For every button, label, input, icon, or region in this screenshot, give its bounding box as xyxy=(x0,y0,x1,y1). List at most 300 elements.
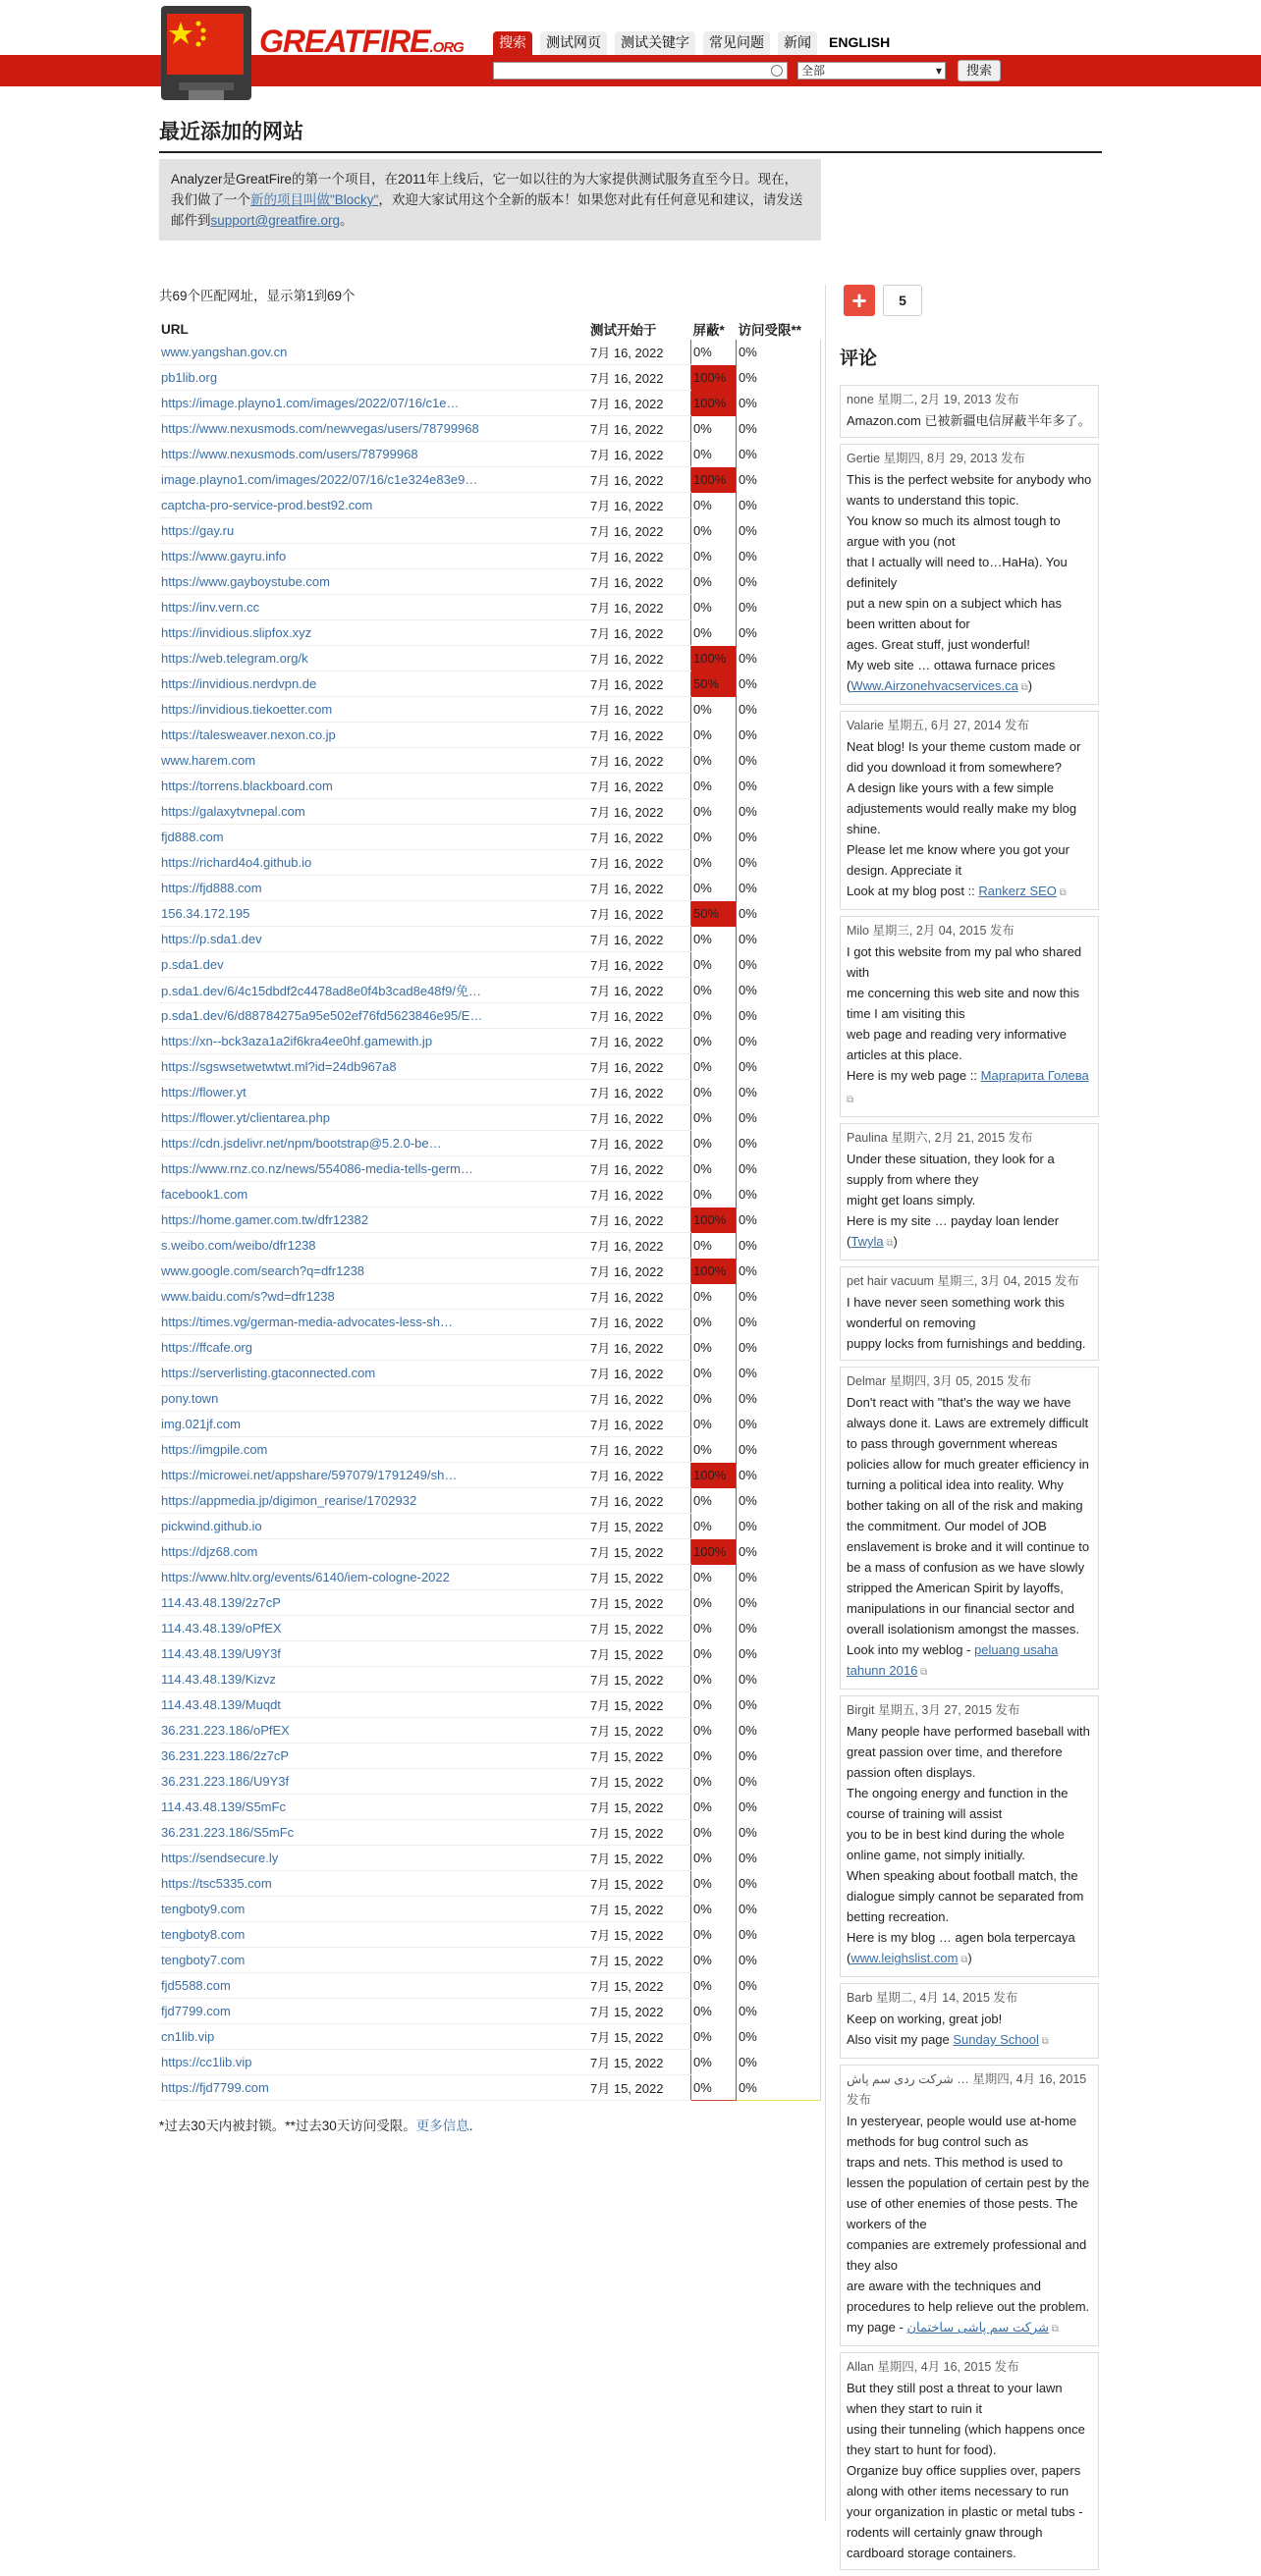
table-row xyxy=(159,1105,821,1131)
table-row xyxy=(159,391,821,416)
comment-line: I got this website from my pal who shared with xyxy=(847,944,1082,980)
date-cell: 7月 16, 2022 xyxy=(588,774,691,799)
footnote xyxy=(159,2115,473,2134)
site-link[interactable]: p.sda1.dev/6/4c15dbdf2c4478ad8e0f4b3cad8e48f9/免… xyxy=(161,984,481,998)
site-link[interactable]: captcha-pro-service-prod.best92.com xyxy=(161,498,373,512)
site-link[interactable]: https://ffcafe.org xyxy=(161,1340,252,1355)
restricted-cell: 0% xyxy=(737,1437,821,1463)
table-row xyxy=(159,1820,821,1846)
external-link-icon: ⧉ xyxy=(1048,2324,1059,2334)
site-link[interactable]: https://djz68.com xyxy=(161,1544,258,1559)
url-cell xyxy=(159,748,588,774)
table-row xyxy=(159,978,821,1003)
comment-link[interactable]: Маргарита Голева xyxy=(980,1068,1089,1083)
url-cell xyxy=(159,1259,588,1284)
site-link[interactable]: 36.231.223.186/oPfEX xyxy=(161,1723,290,1738)
site-link[interactable]: https://inv.vern.cc xyxy=(161,600,260,615)
blocked-cell: 0% xyxy=(691,748,737,774)
site-link[interactable]: pickwind.github.io xyxy=(161,1519,262,1533)
url-cell xyxy=(159,1310,588,1335)
restricted-cell: 0% xyxy=(737,1718,821,1744)
site-link[interactable]: https://www.hltv.org/events/6140/iem-cologne-2022 xyxy=(161,1570,450,1584)
restricted-cell: 0% xyxy=(737,646,821,671)
blocked-cell: 0% xyxy=(691,1769,737,1795)
site-link[interactable]: tengboty8.com xyxy=(161,1927,246,1942)
blocked-cell: 0% xyxy=(691,1335,737,1361)
site-link[interactable]: https://www.rnz.co.nz/news/554086-media-tells-germ… xyxy=(161,1161,473,1176)
blocked-cell: 0% xyxy=(691,1131,737,1156)
site-link[interactable]: https://appmedia.jp/digimon_rearise/1702932 xyxy=(161,1493,417,1508)
site-link[interactable]: 156.34.172.195 xyxy=(161,906,250,921)
comment-line: you to be in best kind during the whole online game, not simply initially. xyxy=(847,1827,1065,1862)
nav-search[interactable]: 搜索 xyxy=(493,31,532,55)
site-link[interactable]: p.sda1.dev/6/d88784275a95e502ef76fd5623846e95/E… xyxy=(161,1008,483,1023)
blocked-cell: 0% xyxy=(691,620,737,646)
table-row xyxy=(159,365,821,391)
url-cell xyxy=(159,1335,588,1361)
comment-line: This is the perfect website for anybody who wants to understand this topic. xyxy=(847,472,1092,508)
url-cell xyxy=(159,518,588,544)
table-row xyxy=(159,1514,821,1539)
date-cell: 7月 16, 2022 xyxy=(588,620,691,646)
date-cell: 7月 16, 2022 xyxy=(588,671,691,697)
comment-meta: pet hair vacuum 星期三, 3月 04, 2015 发布 xyxy=(847,1274,1079,1288)
table-row xyxy=(159,774,821,799)
site-link[interactable]: https://web.telegram.org/k xyxy=(161,651,308,666)
date-cell: 7月 15, 2022 xyxy=(588,1616,691,1641)
table-row xyxy=(159,1897,821,1922)
restricted-cell: 0% xyxy=(737,1641,821,1667)
table-row xyxy=(159,646,821,671)
table-row xyxy=(159,1795,821,1820)
date-cell: 7月 15, 2022 xyxy=(588,1692,691,1718)
site-link[interactable]: https://www.nexusmods.com/newvegas/users/78799968 xyxy=(161,421,479,436)
table-row xyxy=(159,1769,821,1795)
site-link[interactable]: https://cdn.jsdelivr.net/npm/bootstrap@5.2.0-be… xyxy=(161,1136,442,1151)
restricted-cell: 0% xyxy=(737,1310,821,1335)
blocked-cell: 0% xyxy=(691,1488,737,1514)
date-cell: 7月 16, 2022 xyxy=(588,1233,691,1259)
url-cell xyxy=(159,1871,588,1897)
site-link[interactable]: https://richard4o4.github.io xyxy=(161,855,312,870)
date-cell: 7月 16, 2022 xyxy=(588,646,691,671)
col-date[interactable]: 测试开始于 xyxy=(590,323,657,338)
restricted-cell: 0% xyxy=(737,1539,821,1565)
comment-line: that I actually will need to…HaHa). You definitely xyxy=(847,555,1068,590)
url-cell xyxy=(159,1922,588,1948)
site-link[interactable]: https://times.vg/german-media-advocates-less-sh… xyxy=(161,1315,453,1329)
url-cell xyxy=(159,1897,588,1922)
comment-meta: Allan 星期四, 4月 16, 2015 发布 xyxy=(847,2360,1019,2374)
blocked-cell: 100% xyxy=(691,365,737,391)
comment-line: Please let me know where you got your design. Appreciate it xyxy=(847,842,1069,878)
comment-line: When speaking about football match, the dialogue simply cannot be separated from betting recreation. xyxy=(847,1868,1084,1924)
site-link[interactable]: https://invidious.slipfox.xyz xyxy=(161,625,312,640)
url-cell xyxy=(159,1488,588,1514)
table-row xyxy=(159,2024,821,2050)
restricted-cell: 0% xyxy=(737,1973,821,1999)
table-row xyxy=(159,1310,821,1335)
site-link[interactable]: tengboty7.com xyxy=(161,1953,246,1967)
url-cell xyxy=(159,697,588,723)
table-row xyxy=(159,1539,821,1565)
date-cell: 7月 16, 2022 xyxy=(588,1208,691,1233)
site-link[interactable]: https://torrens.blackboard.com xyxy=(161,778,333,793)
intro-text-end: 。 xyxy=(340,213,354,228)
site-link[interactable]: 114.43.48.139/2z7cP xyxy=(161,1595,281,1610)
date-cell: 7月 16, 2022 xyxy=(588,1003,691,1029)
url-cell xyxy=(159,1463,588,1488)
date-cell: 7月 16, 2022 xyxy=(588,1080,691,1105)
col-blocked[interactable]: 屏蔽* xyxy=(692,323,725,338)
blocked-cell: 0% xyxy=(691,1105,737,1131)
url-cell xyxy=(159,1233,588,1259)
site-link[interactable]: www.yangshan.gov.cn xyxy=(161,345,288,359)
search-button[interactable]: 搜索 xyxy=(958,60,1001,81)
comment-link[interactable]: Rankerz SEO xyxy=(978,884,1057,898)
comment-link[interactable]: Twyla xyxy=(850,1234,884,1249)
site-link[interactable]: 36.231.223.186/2z7cP xyxy=(161,1748,290,1763)
comment-line: The ongoing energy and function in the course of training will assist xyxy=(847,1786,1069,1821)
site-link[interactable]: tengboty9.com xyxy=(161,1902,246,1916)
comment-line: ages. Great stuff, just wonderful! xyxy=(847,637,1030,652)
site-logo[interactable] xyxy=(159,4,257,108)
comment-line: Here is my site … payday loan lender (Twyla ⧉) xyxy=(847,1213,1060,1249)
site-link[interactable]: www.google.com/search?q=dfr1238 xyxy=(161,1263,365,1278)
table-row xyxy=(159,1641,821,1667)
comment-line: In yesteryear, people would use at-home methods for bug control such as xyxy=(847,2114,1077,2149)
blocked-cell: 0% xyxy=(691,493,737,518)
date-cell: 7月 16, 2022 xyxy=(588,1463,691,1488)
external-link-icon: ⧉ xyxy=(917,1667,928,1678)
site-link[interactable]: s.weibo.com/weibo/dfr1238 xyxy=(161,1238,316,1253)
restricted-cell: 0% xyxy=(737,1156,821,1182)
site-link[interactable]: https://image.playno1.com/images/2022/07/16/c1e… xyxy=(161,396,460,410)
site-link[interactable]: https://fjd7799.com xyxy=(161,2080,269,2095)
restricted-cell: 0% xyxy=(737,493,821,518)
date-cell: 7月 15, 2022 xyxy=(588,1871,691,1897)
site-link[interactable]: https://invidious.nerdvpn.de xyxy=(161,676,317,691)
nav-english[interactable]: ENGLISH xyxy=(825,31,894,55)
site-link[interactable]: https://galaxytvnepal.com xyxy=(161,804,305,819)
site-link[interactable]: fjd888.com xyxy=(161,830,224,844)
blocked-cell: 0% xyxy=(691,1922,737,1948)
date-cell: 7月 15, 2022 xyxy=(588,1948,691,1973)
site-link[interactable]: https://gay.ru xyxy=(161,523,235,538)
url-cell xyxy=(159,340,588,365)
date-cell: 7月 15, 2022 xyxy=(588,1999,691,2024)
site-link[interactable]: https://fjd888.com xyxy=(161,881,262,895)
site-link[interactable]: facebook1.com xyxy=(161,1187,248,1202)
site-link[interactable]: https://cc1lib.vip xyxy=(161,2055,252,2069)
restricted-cell: 0% xyxy=(737,595,821,620)
url-cell xyxy=(159,1820,588,1846)
url-cell xyxy=(159,1744,588,1769)
url-cell xyxy=(159,671,588,697)
site-link[interactable]: https://www.gayboystube.com xyxy=(161,574,330,589)
table-row xyxy=(159,1744,821,1769)
blocked-cell: 0% xyxy=(691,1361,737,1386)
blocked-cell: 0% xyxy=(691,2024,737,2050)
restricted-cell: 0% xyxy=(737,391,821,416)
support-email-link[interactable]: support@greatfire.org xyxy=(210,213,341,228)
table-row xyxy=(159,748,821,774)
date-cell: 7月 16, 2022 xyxy=(588,595,691,620)
url-cell xyxy=(159,1105,588,1131)
site-link[interactable]: pb1lib.org xyxy=(161,370,218,385)
comment-line: Many people have performed baseball with great passion over time, and therefore passion often displays. xyxy=(847,1724,1090,1780)
site-link[interactable]: 114.43.48.139/oPfEX xyxy=(161,1621,282,1636)
table-row xyxy=(159,620,821,646)
table-row xyxy=(159,1488,821,1514)
restricted-cell: 0% xyxy=(737,2075,821,2101)
url-cell xyxy=(159,2024,588,2050)
site-link[interactable]: 114.43.48.139/Kizvz xyxy=(161,1672,276,1687)
site-link[interactable]: 114.43.48.139/S5mFc xyxy=(161,1799,286,1814)
blocked-cell: 0% xyxy=(691,952,737,978)
comment-meta: Birgit 星期五, 3月 27, 2015 发布 xyxy=(847,1703,1020,1717)
table-row xyxy=(159,952,821,978)
restricted-cell: 0% xyxy=(737,671,821,697)
restricted-cell: 0% xyxy=(737,978,821,1003)
comment-item xyxy=(840,1123,1099,1261)
site-link[interactable]: cn1lib.vip xyxy=(161,2029,215,2044)
site-link[interactable]: https://invidious.tiekoetter.com xyxy=(161,702,333,717)
restricted-cell: 0% xyxy=(737,697,821,723)
restricted-cell: 0% xyxy=(737,1233,821,1259)
site-link[interactable]: 114.43.48.139/U9Y3f xyxy=(161,1646,281,1661)
external-link-icon: ⧉ xyxy=(883,1238,894,1249)
table-row xyxy=(159,340,821,365)
date-cell: 7月 16, 2022 xyxy=(588,340,691,365)
site-link[interactable]: 36.231.223.186/U9Y3f xyxy=(161,1774,290,1789)
site-link[interactable]: https://flower.yt xyxy=(161,1085,247,1100)
date-cell: 7月 15, 2022 xyxy=(588,1744,691,1769)
blocked-cell: 0% xyxy=(691,723,737,748)
plus-one-button[interactable]: + xyxy=(844,285,875,316)
restricted-cell: 0% xyxy=(737,1335,821,1361)
search-clear-icon[interactable] xyxy=(771,65,783,77)
restricted-cell: 0% xyxy=(737,1744,821,1769)
brand-wordmark[interactable]: GREATFIRE.ORG xyxy=(259,24,464,59)
blocked-cell: 0% xyxy=(691,2050,737,2075)
table-row xyxy=(159,1922,821,1948)
blocked-cell: 0% xyxy=(691,978,737,1003)
blocked-cell: 0% xyxy=(691,1948,737,1973)
site-link[interactable]: fjd7799.com xyxy=(161,2004,231,2018)
url-cell xyxy=(159,876,588,901)
restricted-cell: 0% xyxy=(737,901,821,927)
date-cell: 7月 16, 2022 xyxy=(588,493,691,518)
blocked-cell: 0% xyxy=(691,1820,737,1846)
blocked-cell: 0% xyxy=(691,1795,737,1820)
blocked-cell: 0% xyxy=(691,1692,737,1718)
site-link[interactable]: p.sda1.dev xyxy=(161,957,224,972)
comment-line: Also visit my page Sunday School ⧉ xyxy=(847,2032,1049,2047)
restricted-cell: 0% xyxy=(737,1361,821,1386)
url-cell xyxy=(159,2075,588,2101)
comment-item xyxy=(840,385,1099,438)
table-row xyxy=(159,1156,821,1182)
table-row xyxy=(159,901,821,927)
blocked-cell: 0% xyxy=(691,518,737,544)
restricted-cell: 0% xyxy=(737,927,821,952)
table-row xyxy=(159,1361,821,1386)
url-cell xyxy=(159,2050,588,2075)
site-link[interactable]: www.baidu.com/s?wd=dfr1238 xyxy=(161,1289,335,1304)
url-cell xyxy=(159,365,588,391)
external-link-icon: ⧉ xyxy=(847,1095,854,1105)
site-link[interactable]: https://serverlisting.gtaconnected.com xyxy=(161,1366,376,1380)
more-info-link[interactable]: 更多信息 xyxy=(415,2119,469,2133)
table-row xyxy=(159,1667,821,1692)
restricted-cell: 0% xyxy=(737,850,821,876)
table-row xyxy=(159,1590,821,1616)
site-link[interactable]: https://sendsecure.ly xyxy=(161,1851,279,1865)
site-link[interactable]: https://microwei.net/appshare/597079/1791249/sh… xyxy=(161,1468,458,1482)
site-link[interactable]: https://p.sda1.dev xyxy=(161,932,262,946)
url-cell xyxy=(159,1641,588,1667)
site-link[interactable]: 36.231.223.186/S5mFc xyxy=(161,1825,295,1840)
comment-link[interactable]: شرکت سم پاشی ساختمان xyxy=(906,2320,1049,2334)
table-row xyxy=(159,697,821,723)
blocked-cell: 100% xyxy=(691,1208,737,1233)
blocky-link[interactable]: 新的项目叫做"Blocky" xyxy=(250,192,379,207)
restricted-cell: 0% xyxy=(737,467,821,493)
table-row xyxy=(159,1131,821,1156)
blocked-cell: 0% xyxy=(691,1871,737,1897)
site-link[interactable]: https://xn--bck3aza1a2if6kra4ee0hf.gamewith.jp xyxy=(161,1034,433,1048)
url-cell xyxy=(159,1667,588,1692)
date-cell: 7月 16, 2022 xyxy=(588,1105,691,1131)
url-cell xyxy=(159,825,588,850)
site-link[interactable]: https://www.gayru.info xyxy=(161,549,287,564)
col-url[interactable]: URL xyxy=(161,321,189,337)
restricted-cell: 0% xyxy=(737,1897,821,1922)
url-cell xyxy=(159,1616,588,1641)
comment-meta: Barb 星期二, 4月 14, 2015 发布 xyxy=(847,1991,1018,2005)
table-row xyxy=(159,1718,821,1744)
comment-meta: none 星期二, 2月 19, 2013 发布 xyxy=(847,393,1019,406)
restricted-cell: 0% xyxy=(737,1029,821,1054)
restricted-cell: 0% xyxy=(737,1386,821,1412)
site-link[interactable]: img.021jf.com xyxy=(161,1417,241,1431)
category-select[interactable]: 全部 ▾ xyxy=(797,62,946,80)
table-row xyxy=(159,1080,821,1105)
url-cell xyxy=(159,1208,588,1233)
nav-news[interactable]: 新闻 xyxy=(778,31,817,55)
col-restricted[interactable]: 访问受限** xyxy=(738,323,802,338)
blocked-cell: 0% xyxy=(691,1412,737,1437)
date-cell: 7月 16, 2022 xyxy=(588,1412,691,1437)
site-link[interactable]: image.playno1.com/images/2022/07/16/c1e324e83e9… xyxy=(161,472,478,487)
comment-link[interactable]: Sunday School xyxy=(953,2032,1039,2047)
date-cell: 7月 16, 2022 xyxy=(588,825,691,850)
footnote-end: . xyxy=(468,2119,473,2133)
url-cell xyxy=(159,1080,588,1105)
restricted-cell: 0% xyxy=(737,1003,821,1029)
date-cell: 7月 15, 2022 xyxy=(588,1897,691,1922)
external-link-icon: ⧉ xyxy=(1056,887,1067,898)
table-row xyxy=(159,1412,821,1437)
site-link[interactable]: www.harem.com xyxy=(161,753,256,768)
restricted-cell: 0% xyxy=(737,952,821,978)
site-link[interactable]: https://imgpile.com xyxy=(161,1442,268,1457)
site-link[interactable]: https://home.gamer.com.tw/dfr12382 xyxy=(161,1212,368,1227)
blocked-cell: 50% xyxy=(691,671,737,697)
comment-link[interactable]: peluang usaha tahunn 2016 xyxy=(847,1642,1059,1678)
comment-line: Here is my web page :: Маргарита Голева ⧉ xyxy=(847,1068,1089,1105)
nav-test-page[interactable]: 测试网页 xyxy=(540,31,607,55)
comment-line: Amazon.com 已被新疆电信屏蔽半年多了。 xyxy=(847,413,1091,428)
site-link[interactable]: fjd5588.com xyxy=(161,1978,231,1993)
date-cell: 7月 16, 2022 xyxy=(588,748,691,774)
nav-test-keyword[interactable]: 测试关键字 xyxy=(615,31,695,55)
blocked-cell: 100% xyxy=(691,1259,737,1284)
comment-line: are aware with the techniques and procedures to help relieve out the problem. xyxy=(847,2279,1090,2314)
site-link[interactable]: https://talesweaver.nexon.co.jp xyxy=(161,727,336,742)
date-cell: 7月 15, 2022 xyxy=(588,1922,691,1948)
restricted-cell: 0% xyxy=(737,544,821,569)
comment-link[interactable]: www.leighslist.com xyxy=(850,1951,959,1965)
blocked-cell: 0% xyxy=(691,1233,737,1259)
url-cell xyxy=(159,1361,588,1386)
date-cell: 7月 16, 2022 xyxy=(588,569,691,595)
comment-meta: Gertie 星期四, 8月 29, 2013 发布 xyxy=(847,452,1026,465)
date-cell: 7月 16, 2022 xyxy=(588,1182,691,1208)
comment-line: You know so much its almost tough to argue with you (not xyxy=(847,513,1061,549)
site-link[interactable]: https://www.nexusmods.com/users/78799968 xyxy=(161,447,418,461)
blocked-cell: 0% xyxy=(691,1310,737,1335)
table-row xyxy=(159,442,821,467)
date-cell: 7月 16, 2022 xyxy=(588,1029,691,1054)
site-link[interactable]: https://flower.yt/clientarea.php xyxy=(161,1110,330,1125)
nav-faq[interactable]: 常见问题 xyxy=(703,31,770,55)
date-cell: 7月 15, 2022 xyxy=(588,1539,691,1565)
site-link[interactable]: https://tsc5335.com xyxy=(161,1876,272,1891)
restricted-cell: 0% xyxy=(737,1284,821,1310)
date-cell: 7月 16, 2022 xyxy=(588,1259,691,1284)
blocked-cell: 0% xyxy=(691,876,737,901)
comment-item xyxy=(840,1266,1099,1361)
restricted-cell: 0% xyxy=(737,1131,821,1156)
restricted-cell: 0% xyxy=(737,825,821,850)
url-cell xyxy=(159,952,588,978)
blocked-cell: 0% xyxy=(691,544,737,569)
blocked-cell: 0% xyxy=(691,595,737,620)
comment-item xyxy=(840,2065,1099,2346)
restricted-cell: 0% xyxy=(737,1820,821,1846)
date-cell: 7月 16, 2022 xyxy=(588,1335,691,1361)
search-input[interactable] xyxy=(493,62,788,80)
comment-line: puppy locks from furnishings and bedding. xyxy=(847,1336,1086,1351)
comment-line: Under these situation, they look for a supply from where they xyxy=(847,1152,1055,1187)
comment-line: Organize buy office supplies over, papers along with other items necessary to run your organization in plastic or metal tubs - rodents will certainly gnaw through cardboard storage containers. xyxy=(847,2463,1083,2560)
date-cell: 7月 16, 2022 xyxy=(588,544,691,569)
comment-link[interactable]: Www.Airzonehvacservices.ca xyxy=(850,678,1018,693)
blocked-cell: 100% xyxy=(691,1539,737,1565)
comment-line: A design like yours with a few simple adjustements would really make my blog shine. xyxy=(847,780,1077,836)
table-row xyxy=(159,1284,821,1310)
table-row xyxy=(159,1003,821,1029)
site-link[interactable]: 114.43.48.139/Muqdt xyxy=(161,1697,281,1712)
site-link[interactable]: https://sgswsetwetwtwt.ml?id=24db967a8 xyxy=(161,1059,397,1074)
restricted-cell: 0% xyxy=(737,723,821,748)
comment-line: I have never seen something work this wonderful on removing xyxy=(847,1295,1065,1330)
blocked-cell: 0% xyxy=(691,799,737,825)
search-bar xyxy=(493,60,1001,81)
site-link[interactable]: pony.town xyxy=(161,1391,219,1406)
